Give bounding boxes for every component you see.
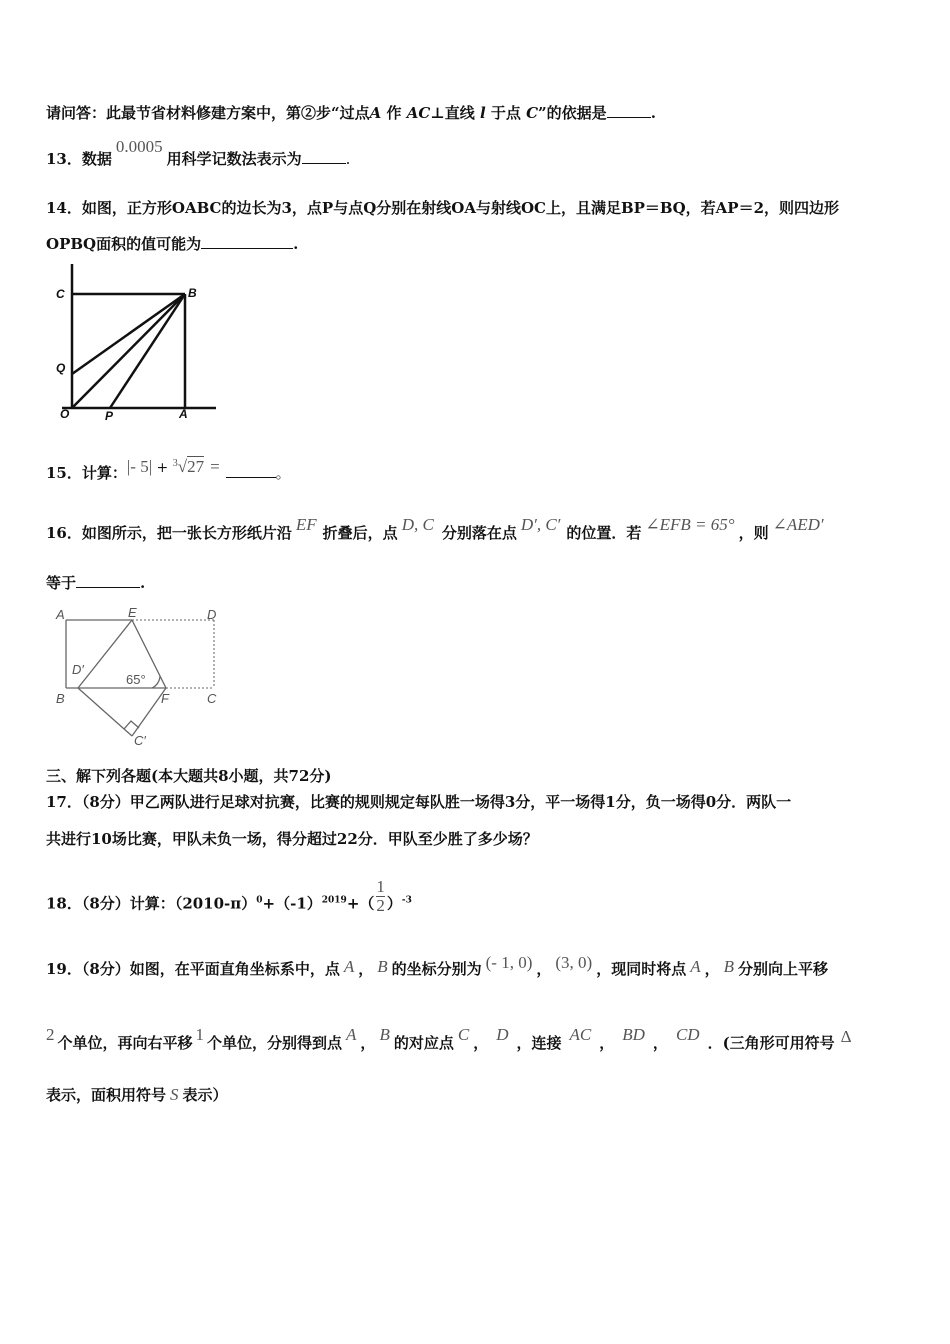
q19-point-b-3: B <box>379 1025 390 1044</box>
q17-line1: 17．（8分）甲乙两队进行足球对抗赛，比赛的规则规定每队胜一场得3分，平一场得1分，负一场得0分．两队一 <box>46 793 792 811</box>
q15-end: 。 <box>275 464 291 482</box>
q14-end: . <box>293 235 299 253</box>
q19-seg-bd: BD <box>622 1025 645 1044</box>
q19-text-4: 分别向上平移 <box>738 960 829 978</box>
label-c: C <box>56 287 65 301</box>
q19-delta-symbol: Δ <box>840 1027 852 1046</box>
q12-part-d: ”的依据是 <box>538 104 607 122</box>
label-b: B <box>188 286 197 300</box>
q19-text-5: 个单位，再向右平移 <box>57 1034 193 1052</box>
q19-seg-cd: CD <box>675 1025 700 1044</box>
q18-part1: （2010-π） <box>174 894 257 913</box>
q19-point-a-2: A <box>690 957 701 976</box>
q19-symbol-s: S <box>170 1085 179 1104</box>
segment-qb <box>72 294 185 374</box>
q15-equals: = <box>210 457 220 476</box>
q16-fold-figure <box>52 604 232 746</box>
q17-line2: 共进行10场比赛，甲队未负一场，得分超过22分．甲队至少胜了多少场？ <box>46 830 538 848</box>
q19-text-8: ，连接 <box>516 1034 562 1052</box>
label-angle-65: 65° <box>126 672 146 687</box>
q12-point-c: C <box>526 104 539 122</box>
q15-number: 15．计算： <box>46 464 127 482</box>
q18-exp-0: 0 <box>256 895 263 906</box>
q19-coord-b: (3, 0) <box>555 953 593 972</box>
q19-point-d: D <box>496 1025 509 1044</box>
q19-comma-2: ， <box>536 960 552 978</box>
q16-text-3: 分别落在点 <box>441 524 517 542</box>
q16-line2-text: 等于 <box>46 574 77 592</box>
q15-radicand: 27 <box>187 457 205 476</box>
label-d: D <box>207 607 217 622</box>
q19-line2 <box>46 1025 852 1053</box>
q19-num-1: 1 <box>195 1025 205 1044</box>
q18-close: ） <box>386 894 402 913</box>
q18 <box>46 877 412 923</box>
label-a: A <box>179 407 188 421</box>
q19-num-2: 2 <box>46 1025 55 1044</box>
label-o: O <box>60 407 70 421</box>
right-angle-mark <box>124 721 139 729</box>
angle-arc <box>152 676 160 688</box>
q19-line3-a: 表示，面积用符号 <box>46 1086 167 1104</box>
q15-answer-blank[interactable] <box>226 477 276 478</box>
q15-root-sign: √ <box>177 457 188 476</box>
q15-abs: |- 5| <box>126 457 153 476</box>
q15-root-index: 3 <box>172 458 178 469</box>
q18-frac-den: 2 <box>376 896 385 915</box>
label-q: Q <box>56 361 66 375</box>
q18-fraction <box>376 878 385 915</box>
q19-point-b: B <box>377 957 388 976</box>
q13-number: 13．数据 <box>46 150 112 168</box>
q19-text-1: 19．（8分）如图，在平面直角坐标系中，点 <box>46 960 340 978</box>
q18-plus1: +（-1） <box>262 894 322 913</box>
q14-answer-blank[interactable] <box>201 248 293 249</box>
q13-value: 0.0005 <box>115 137 163 156</box>
q12-point-a: A <box>369 104 382 122</box>
q16-angle-aed: ∠AED′ <box>772 515 824 534</box>
q12-part-a: 请问答：此最节省材料修建方案中，第②步“过点 <box>46 104 370 122</box>
q12-text <box>46 102 656 123</box>
q15 <box>46 457 291 483</box>
q16-text-4: 的位置．若 <box>566 524 642 542</box>
q16-answer-blank[interactable] <box>76 587 140 588</box>
label-a: A <box>56 607 65 622</box>
q13-text: 用科学记数法表示为 <box>166 150 302 168</box>
q12-end: . <box>650 104 656 122</box>
q18-number: 18．（8分）计算： <box>46 894 175 913</box>
q13-end: . <box>345 150 351 168</box>
label-d-prime: D′ <box>72 662 84 677</box>
q19-comma-6: ， <box>599 1034 615 1052</box>
q19-seg-ac: AC <box>569 1025 592 1044</box>
q14-square-figure <box>50 262 220 424</box>
q12-part-b: 作 <box>381 104 407 122</box>
label-b: B <box>56 691 65 706</box>
q12-answer-blank[interactable] <box>607 117 651 118</box>
section-3-heading: 三、解下列各题(本大题共8小题，共72分) <box>46 767 332 785</box>
edge-ed-prime <box>78 620 132 688</box>
q19-point-b-2: B <box>723 957 735 976</box>
q19-line1 <box>46 953 829 979</box>
q19-comma-4: ， <box>360 1034 376 1052</box>
segment-ob <box>72 294 185 408</box>
q19-point-a-3: A <box>346 1025 357 1044</box>
q19-text-7: 的对应点 <box>393 1034 454 1052</box>
q14-line1: 14．如图，正方形OABC的边长为3，点P与点Q分别在射线OA与射线OC上，且满足BP＝BQ，若AP＝2，则四边形 <box>46 199 840 217</box>
q16-ef: EF <box>295 515 317 534</box>
q16-dpcp: D′, C′ <box>520 515 561 534</box>
q16-text-1: 16．如图所示，把一张长方形纸片沿 <box>46 524 292 542</box>
q16-end: . <box>140 574 146 592</box>
label-e: E <box>128 605 137 620</box>
q15-plus: + <box>152 460 173 476</box>
q12-part-c: 于点 <box>485 104 527 122</box>
q18-exp-2019: 2019 <box>321 895 347 906</box>
q19-comma-7: ， <box>652 1034 668 1052</box>
q18-exp-m3: -3 <box>401 895 412 906</box>
q16-angle-efb: ∠EFB = 65° <box>645 515 735 534</box>
label-c-prime: C′ <box>134 733 146 746</box>
q14-line2 <box>46 233 298 254</box>
q12-perp: ⊥直线 <box>430 104 480 122</box>
q19-coord-a: (- 1, 0) <box>485 953 533 972</box>
q19-point-a: A <box>343 957 355 976</box>
q19-text-9: ．(三角形可用符号 <box>707 1034 835 1052</box>
q18-plus2: +（ <box>346 894 375 913</box>
q16-text-5: ，则 <box>738 524 769 542</box>
q12-line-ac: AC <box>406 104 431 122</box>
segment-pb <box>110 294 185 408</box>
q16-line2 <box>46 572 145 593</box>
q19-line3 <box>46 1084 228 1105</box>
q13 <box>46 137 351 169</box>
q18-frac-num: 1 <box>376 877 385 896</box>
q19-comma-3: ， <box>704 960 720 978</box>
label-c: C <box>207 691 217 706</box>
q19-text-2: 的坐标分别为 <box>391 960 482 978</box>
q16-text-2: 折叠后，点 <box>322 524 398 542</box>
q19-comma-5: ， <box>473 1034 489 1052</box>
label-p: P <box>105 409 114 423</box>
q16-line1 <box>46 515 824 543</box>
q14-line2-text: OPBQ面积的值可能为 <box>46 235 202 253</box>
q19-text-3: ，现同时将点 <box>596 960 687 978</box>
q19-text-6: 个单位，分别得到点 <box>207 1034 343 1052</box>
q16-dc: D, C <box>401 515 434 534</box>
q13-answer-blank[interactable] <box>302 163 346 164</box>
q12-line-l: l <box>479 104 486 122</box>
q19-line3-b: 表示） <box>182 1086 228 1104</box>
q19-point-c: C <box>457 1025 470 1044</box>
q19-comma-1: ， <box>358 960 374 978</box>
label-f: F <box>161 691 169 706</box>
